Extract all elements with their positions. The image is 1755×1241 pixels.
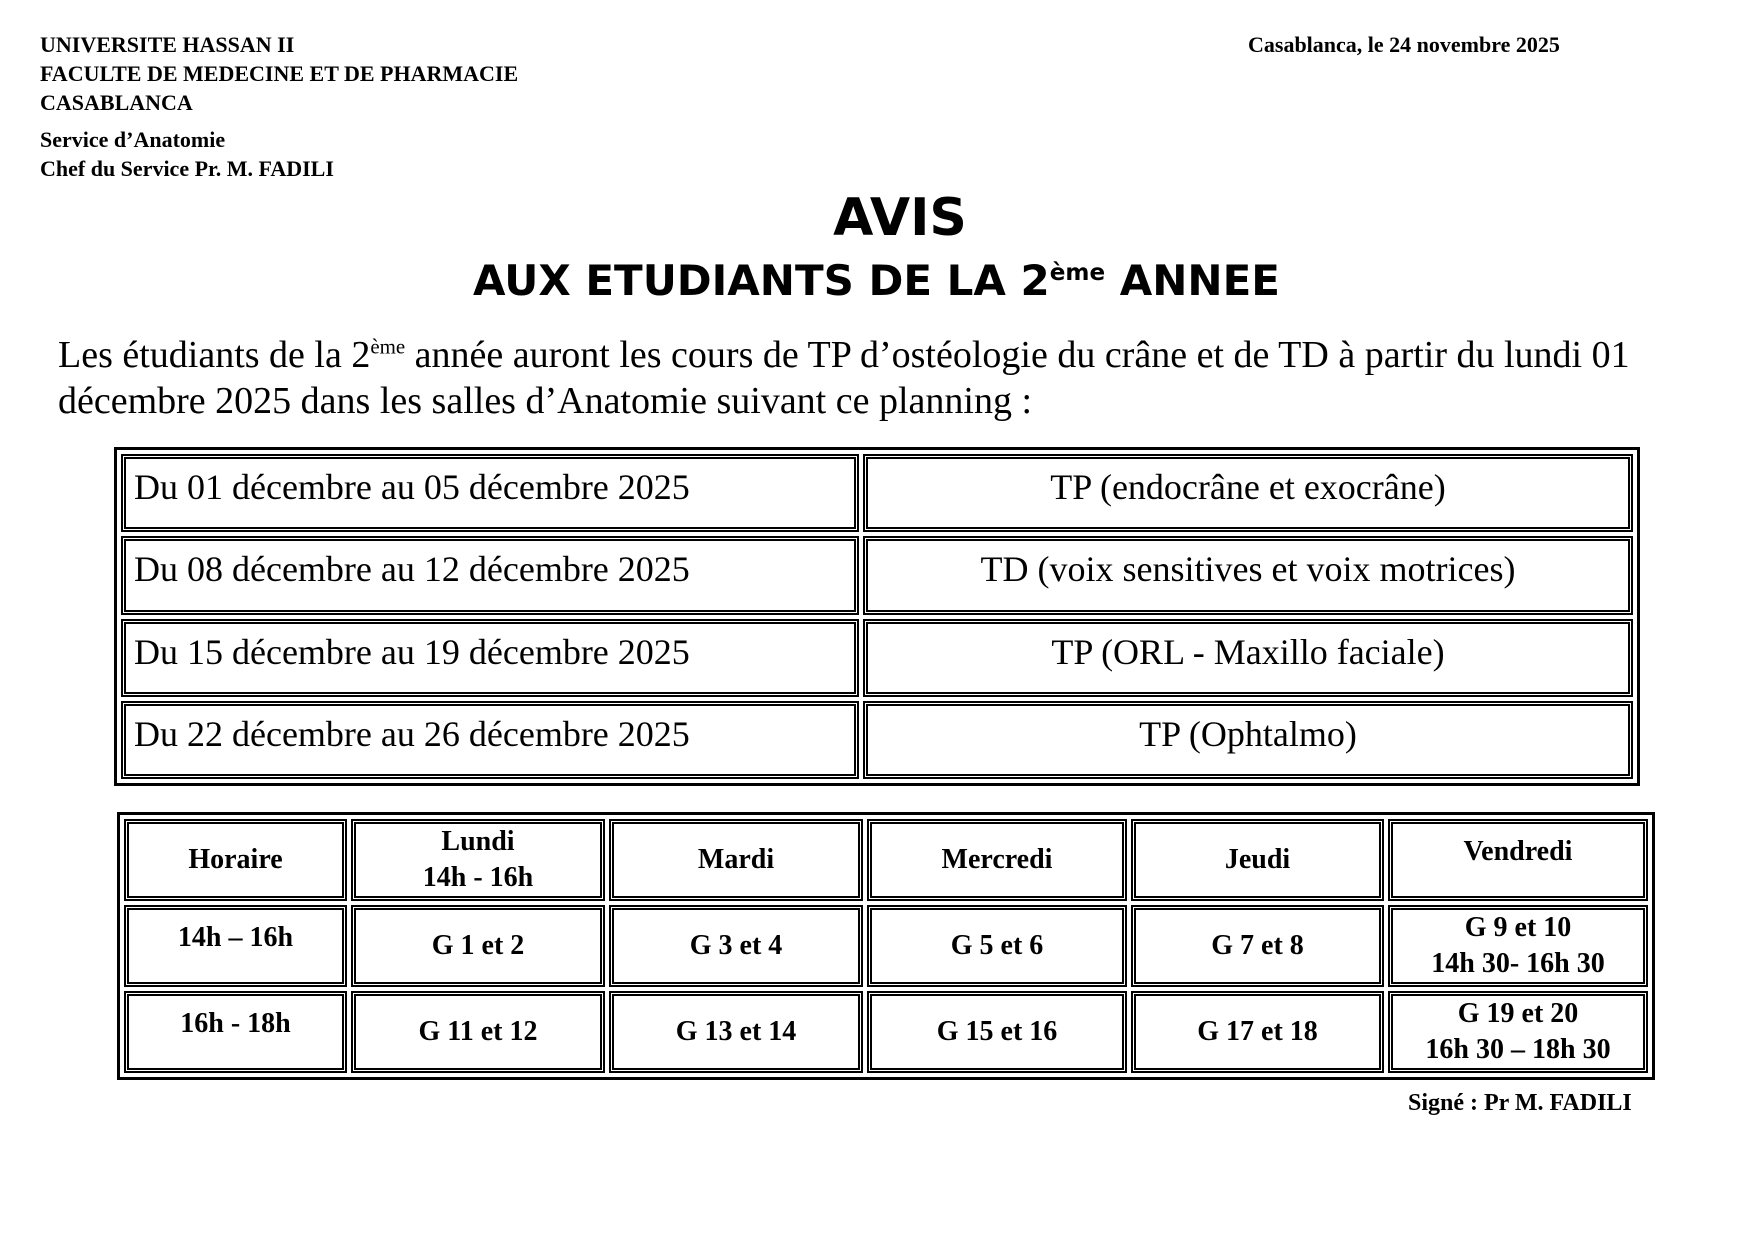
table-row xyxy=(121,454,1633,532)
planning-period: Du 22 décembre au 26 décembre 2025 xyxy=(121,701,859,779)
planning-period: Du 08 décembre au 12 décembre 2025 xyxy=(121,536,859,614)
header-vendredi: Vendredi xyxy=(1388,819,1648,901)
group-cell: G 11 et 12 xyxy=(351,991,605,1073)
planning-activity: TD (voix sensitives et voix motrices) xyxy=(863,536,1633,614)
service-chief: Chef du Service Pr. M. FADILI xyxy=(40,156,334,181)
table-row xyxy=(121,619,1633,697)
table-row xyxy=(121,701,1633,779)
table-row xyxy=(124,905,1648,987)
group-cell: G 5 et 6 xyxy=(867,905,1127,987)
signature: Signé : Pr M. FADILI xyxy=(1408,1090,1632,1116)
planning-period: Du 15 décembre au 19 décembre 2025 xyxy=(121,619,859,697)
document-date: Casablanca, le 24 novembre 2025 xyxy=(1248,32,1560,57)
notice-title: AVIS xyxy=(833,188,967,248)
header-lundi: Lundi 14h - 16h xyxy=(351,819,605,901)
planning-activity: TP (Ophtalmo) xyxy=(863,701,1633,779)
time-slot: 14h – 16h xyxy=(124,905,347,987)
planning-table xyxy=(114,447,1640,786)
timetable xyxy=(117,812,1655,1080)
timetable-header-row xyxy=(124,819,1648,901)
table-row xyxy=(124,991,1648,1073)
service-name: Service d’Anatomie xyxy=(40,127,226,152)
group-cell: G 13 et 14 xyxy=(609,991,863,1073)
header-jeudi: Jeudi xyxy=(1131,819,1384,901)
group-cell: G 17 et 18 xyxy=(1131,991,1384,1073)
header-horaire: Horaire xyxy=(124,819,347,901)
planning-activity: TP (endocrâne et exocrâne) xyxy=(863,454,1633,532)
table-row xyxy=(121,536,1633,614)
university-name: UNIVERSITE HASSAN II xyxy=(40,32,295,57)
group-cell: G 7 et 8 xyxy=(1131,905,1384,987)
institution-header xyxy=(40,30,518,183)
header-mardi: Mardi xyxy=(609,819,863,901)
time-slot: 16h - 18h xyxy=(124,991,347,1073)
faculty-name: FACULTE DE MEDECINE ET DE PHARMACIE xyxy=(40,61,519,86)
city-name: CASABLANCA xyxy=(40,90,193,115)
group-cell: G 15 et 16 xyxy=(867,991,1127,1073)
group-cell-vendredi: G 9 et 10 14h 30- 16h 30 xyxy=(1388,905,1648,987)
planning-period: Du 01 décembre au 05 décembre 2025 xyxy=(121,454,859,532)
header-mercredi: Mercredi xyxy=(867,819,1127,901)
group-cell: G 1 et 2 xyxy=(351,905,605,987)
notice-subtitle: AUX ETUDIANTS DE LA 2ème ANNEE xyxy=(473,256,1280,305)
group-cell-vendredi: G 19 et 20 16h 30 – 18h 30 xyxy=(1388,991,1648,1073)
intro-paragraph: Les étudiants de la 2ème année auront les cours de TP d’ostéologie du crâne et de TD à partir du lundi 01 décembre 2025 dans les salles d’Anatomie suivant ce planning : xyxy=(58,334,1630,422)
group-cell: G 3 et 4 xyxy=(609,905,863,987)
planning-activity: TP (ORL - Maxillo faciale) xyxy=(863,619,1633,697)
